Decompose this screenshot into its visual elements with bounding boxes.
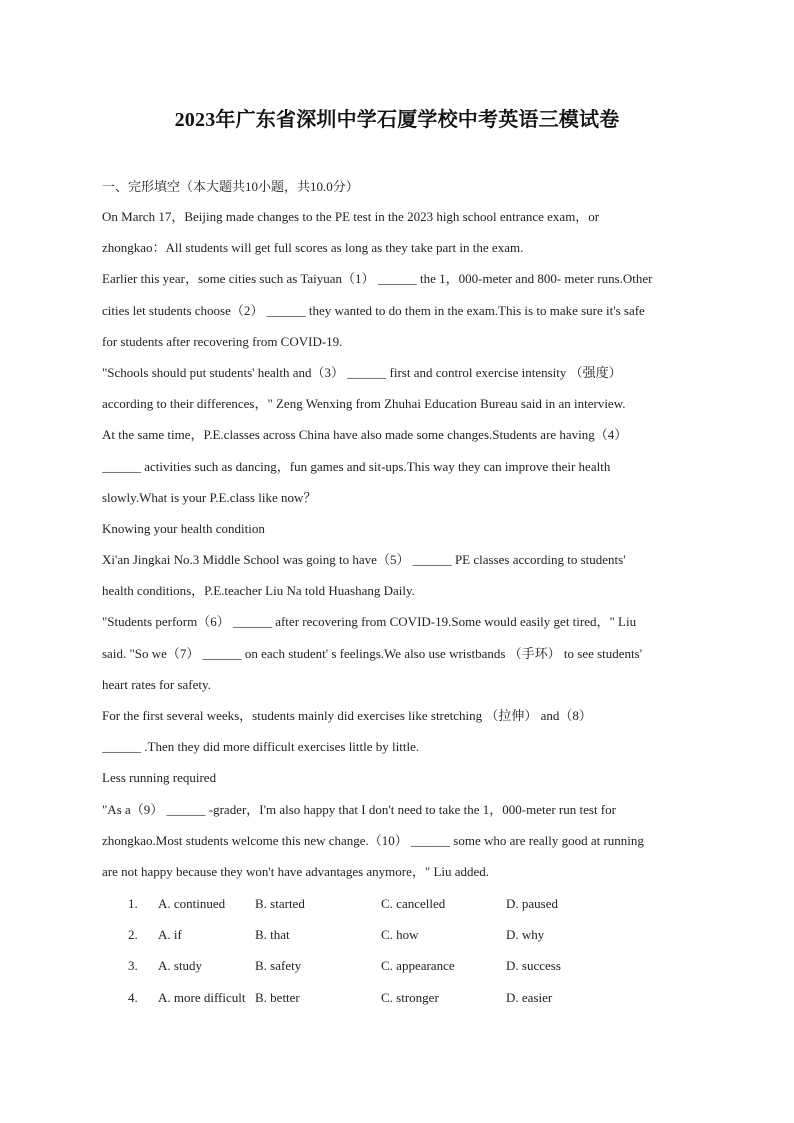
passage-line: for students after recovering from COVID-19.	[102, 333, 343, 349]
passage-line: "Students perform（6） ______ after recovering from COVID-19.Some would easily get tired，" Liu	[102, 614, 637, 630]
option-d: D. paused	[506, 896, 558, 911]
option-b: B. started	[255, 896, 305, 911]
page-title: 2023年广东省深圳中学石厦学校中考英语三模试卷	[174, 109, 620, 131]
question-row-3	[128, 950, 628, 981]
passage-line: zhongkao：All students will get full scores as long as they take part in the exam.	[102, 240, 524, 256]
option-a: A. if	[158, 927, 182, 943]
option-d: D. easier	[506, 989, 553, 1005]
passage-subheading: Knowing your health condition	[102, 520, 265, 536]
passage-line: health conditions，P.E.teacher Liu Na told Huashang Daily.	[102, 583, 415, 599]
section-heading: 一、完形填空（本大题共10小题，共10.0分）	[102, 179, 359, 194]
passage-line: ______ .Then they did more difficult exercises little by little.	[102, 739, 420, 755]
option-d: D. why	[506, 927, 545, 943]
passage-line: At the same time，P.E.classes across China have also made some changes.Students are having（4）	[102, 427, 628, 443]
question-number: 3.	[128, 958, 138, 974]
option-c: C. cancelled	[381, 896, 446, 911]
question-options	[128, 888, 628, 1013]
option-a: A. more difficult	[158, 989, 246, 1005]
passage-line: Earlier this year，some cities such as Taiyuan（1） ______ the 1，000-meter and 800- meter runs.Other	[102, 271, 653, 287]
passage-line: "As a（9） ______ -grader，I'm also happy that I don't need to take the 1，000-meter run test for	[102, 801, 616, 817]
passage-line: For the first several weeks，students mainly did exercises like stretching （拉伸） and（8）	[102, 708, 592, 723]
passage-line: heart rates for safety.	[102, 676, 211, 692]
option-b: B. safety	[255, 958, 302, 974]
passage-subheading: Less running required	[102, 770, 217, 786]
passage-line: slowly.What is your P.E.class like now？	[102, 489, 317, 505]
option-c: C. how	[381, 927, 419, 943]
passage-line: according to their differences，" Zeng Wenxing from Zhuhai Education Bureau said in an interview.	[102, 396, 626, 412]
option-b: B. that	[255, 927, 290, 943]
option-b: B. better	[255, 989, 300, 1005]
question-number: 1.	[128, 896, 138, 911]
passage-line: said. "So we（7） ______ on each student' s feelings.We also use wristbands （手环） to see students'	[102, 645, 643, 661]
option-a: A. continued	[158, 896, 226, 911]
question-row-4	[128, 982, 628, 1013]
question-row-2	[128, 919, 628, 950]
passage-line: "Schools should put students' health and（3） ______ first and control exercise intensity （强度）	[102, 364, 622, 380]
question-row-1	[128, 888, 628, 919]
option-c: C. appearance	[381, 958, 455, 974]
passage-line: ______ activities such as dancing，fun games and sit-ups.This way they can improve their health	[102, 458, 611, 474]
question-number: 2.	[128, 927, 138, 943]
question-number: 4.	[128, 989, 138, 1005]
passage-line: cities let students choose（2） ______ they wanted to do them in the exam.This is to make sure it's safe	[102, 302, 645, 318]
option-d: D. success	[506, 958, 561, 974]
passage-line: are not happy because they won't have advantages anymore，" Liu added.	[102, 863, 490, 879]
passage-line: On March 17，Beijing made changes to the PE test in the 2023 high school entrance exam，or	[102, 209, 600, 224]
cloze-passage	[102, 201, 702, 887]
passage-line: zhongkao.Most students welcome this new change.（10） ______ some who are really good at running	[102, 832, 644, 848]
option-c: C. stronger	[381, 989, 439, 1005]
option-a: A. study	[158, 958, 203, 974]
passage-line: Xi'an Jingkai No.3 Middle School was going to have（5） ______ PE classes according to students'	[102, 552, 626, 568]
